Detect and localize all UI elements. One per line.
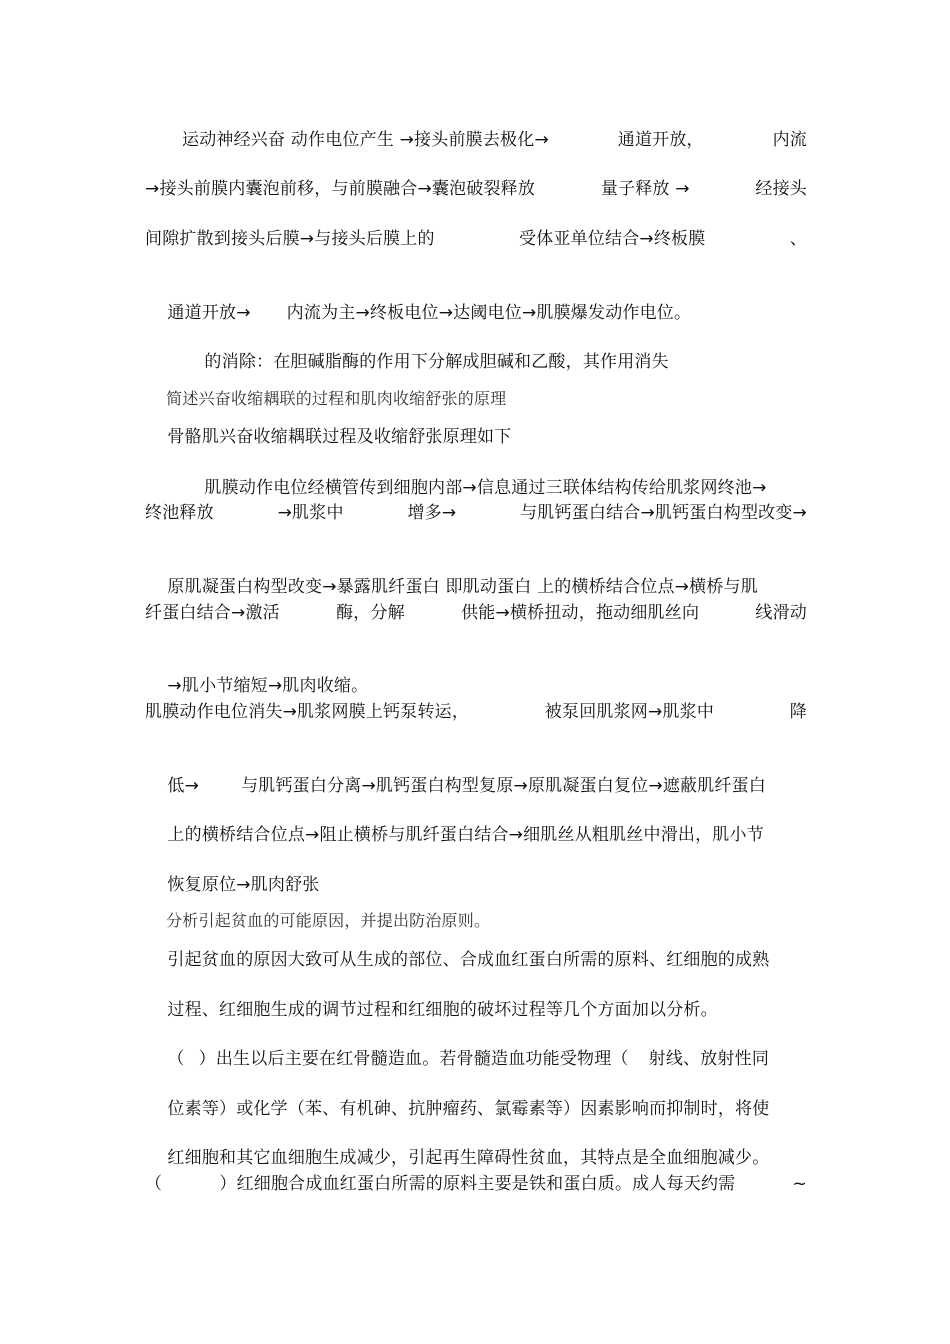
text-line: 的消除：在胆碱脂酶的作用下分解成胆碱和乙酸，其作用消失 — [204, 352, 669, 372]
text-line: 肌膜动作电位消失→肌浆网膜上钙泵转运， 被泵回肌浆网→肌浆中 降 — [145, 702, 807, 722]
text-line: 上的横桥结合位点→阻止横桥与肌纤蛋白结合→细肌丝从粗肌丝中滑出，肌小节 — [167, 825, 764, 845]
text-line: 通道开放→ 内流为主→终板电位→达阈电位→肌膜爆发动作电位。 — [167, 303, 692, 323]
text-line: 骨骼肌兴奋收缩耦联过程及收缩舒张原理如下 — [167, 427, 512, 447]
text-line: （ ）出生以后主要在红骨髓造血。若骨髓造血功能受物理（ 射线、放射性同 — [167, 1049, 770, 1069]
text-line: →接头前膜内囊泡前移，与前膜融合→囊泡破裂释放 量子释放 → 经接头 — [145, 179, 807, 199]
text-line: 红细胞和其它血细胞生成减少，引起再生障碍性贫血，其特点是全血细胞减少。 — [167, 1148, 770, 1168]
text-line: （ ）红细胞合成血红蛋白所需的原料主要是铁和蛋白质。成人每天约需 ~ — [145, 1174, 807, 1194]
text-line: 运动神经兴奋 动作电位产生 →接头前膜去极化→ 通道开放， 内流 — [182, 130, 807, 150]
text-line: 位素等）或化学（苯、有机砷、抗肿瘤药、氯霉素等）因素影响而抑制时，将使 — [167, 1099, 770, 1119]
text-line: 过程、红细胞生成的调节过程和红细胞的破坏过程等几个方面加以分析。 — [167, 1000, 718, 1020]
section-heading: 简述兴奋收缩耦联的过程和肌肉收缩舒张的原理 — [166, 389, 507, 408]
text-line: 恢复原位→肌肉舒张 — [167, 875, 320, 895]
text-line: 间隙扩散到接头后膜→与接头后膜上的 受体亚单位结合→终板膜 、 — [145, 229, 807, 249]
text-line: 引起贫血的原因大致可从生成的部位、合成血红蛋白所需的原料、红细胞的成熟 — [167, 950, 770, 970]
text-line: →肌小节缩短→肌肉收缩。 — [167, 676, 369, 696]
text-line: 终池释放 →肌浆中 增多→ 与肌钙蛋白结合→肌钙蛋白构型改变→ — [145, 503, 807, 523]
section-heading: 分析引起贫血的可能原因，并提出防治原则。 — [166, 911, 491, 930]
text-line: 纤蛋白结合→激活 酶，分解 供能→横桥扭动，拖动细肌丝向 线滑动 — [145, 603, 807, 623]
text-line: 低→ 与肌钙蛋白分离→肌钙蛋白构型复原→原肌凝蛋白复位→遮蔽肌纤蛋白 — [167, 776, 767, 796]
text-line: 肌膜动作电位经横管传到细胞内部→信息通过三联体结构传给肌浆网终池→ — [204, 478, 767, 498]
text-line: 原肌凝蛋白构型改变→暴露肌纤蛋白 即肌动蛋白 上的横桥结合位点→横桥与肌 — [167, 577, 758, 597]
